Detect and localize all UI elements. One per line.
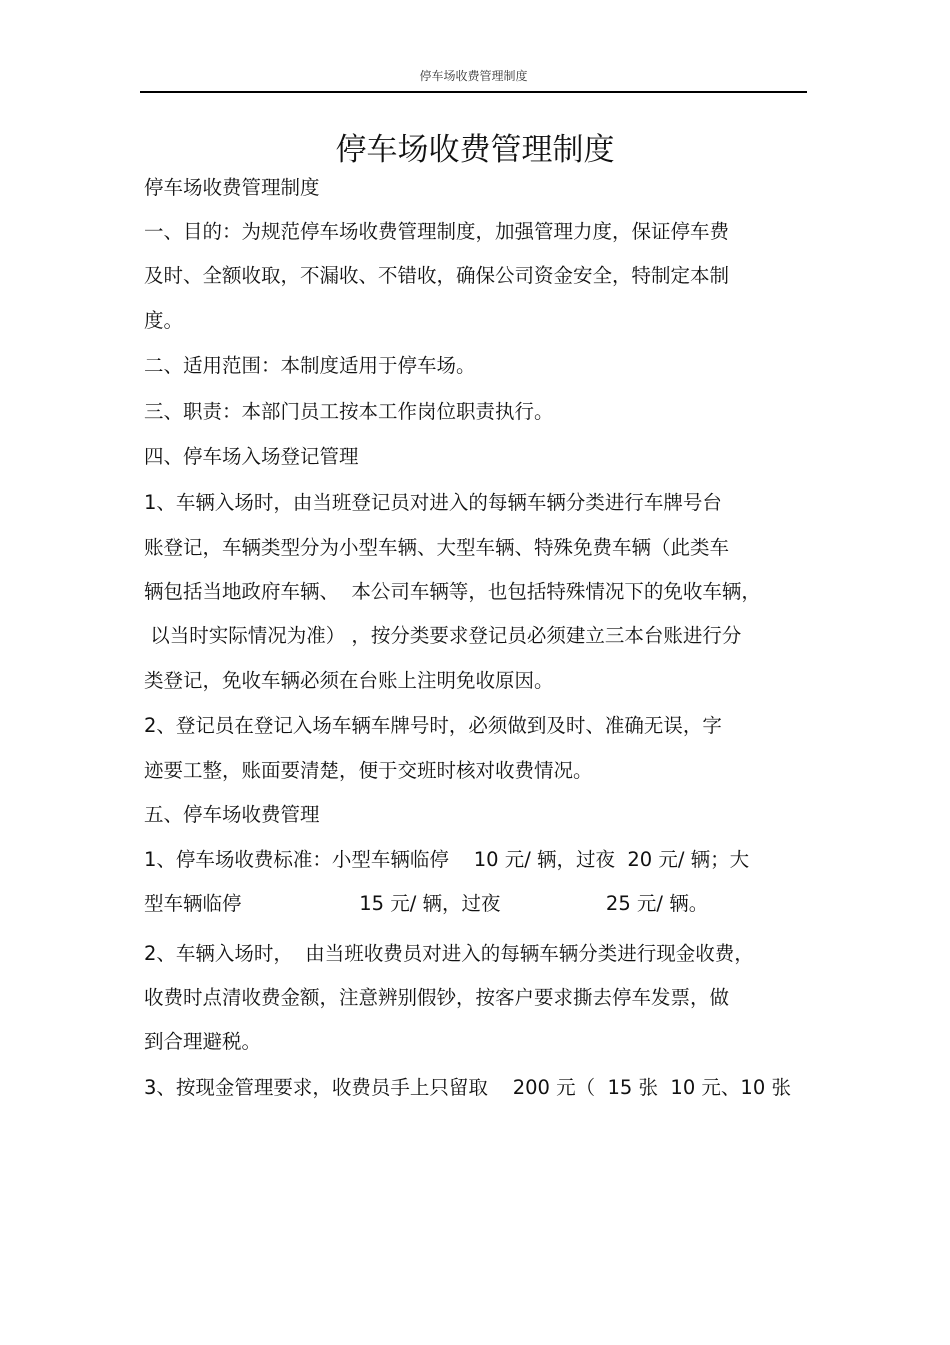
running-header: 停车场收费管理制度 (419, 69, 528, 83)
body-line: 四、停车场入场登记管理 (144, 445, 359, 468)
body-line: 以当时实际情况为准） ，按分类要求登记员必须建立三本台账进行分 (144, 624, 742, 647)
body-line: 1、停车场收费标准：小型车辆临停 10 元/ 辆，过夜 20 元/ 辆；大 (144, 848, 750, 871)
body-line: 停车场收费管理制度 (144, 176, 320, 199)
body-line: 类登记，免收车辆必须在台账上注明免收原因。 (144, 669, 554, 692)
body-line: 辆包括当地政府车辆、 本公司车辆等，也包括特殊情况下的免收车辆， (144, 580, 761, 603)
body-line: 一、目的：为规范停车场收费管理制度，加强管理力度，保证停车费 (144, 220, 730, 243)
header-rule (140, 91, 807, 93)
body-line: 型车辆临停 15 元/ 辆，过夜 25 元/ 辆。 (144, 892, 709, 915)
body-line: 1、车辆入场时，由当班登记员对进入的每辆车辆分类进行车牌号台 (144, 491, 722, 514)
body-line: 五、停车场收费管理 (144, 803, 320, 826)
body-line: 2、车辆入场时， 由当班收费员对进入的每辆车辆分类进行现金收费， (144, 942, 754, 965)
body-line: 收费时点清收费金额，注意辨别假钞，按客户要求撕去停车发票，做 (144, 986, 730, 1009)
body-line: 账登记，车辆类型分为小型车辆、大型车辆、特殊免费车辆（此类车 (144, 536, 730, 559)
body-line: 三、职责：本部门员工按本工作岗位职责执行。 (144, 400, 554, 423)
document-title: 停车场收费管理制度 (335, 132, 615, 168)
body-line: 3、按现金管理要求，收费员手上只留取 200 元（ 15 张 10 元、10 张 (144, 1076, 791, 1099)
body-line: 到合理避税。 (144, 1030, 262, 1053)
body-line: 度。 (144, 309, 184, 332)
body-line: 迹要工整，账面要清楚，便于交班时核对收费情况。 (144, 759, 593, 782)
body-line: 及时、全额收取，不漏收、不错收，确保公司资金安全，特制定本制 (144, 264, 730, 287)
body-line: 2、登记员在登记入场车辆车牌号时，必须做到及时、准确无误，字 (144, 714, 722, 737)
body-line: 二、适用范围：本制度适用于停车场。 (144, 354, 476, 377)
